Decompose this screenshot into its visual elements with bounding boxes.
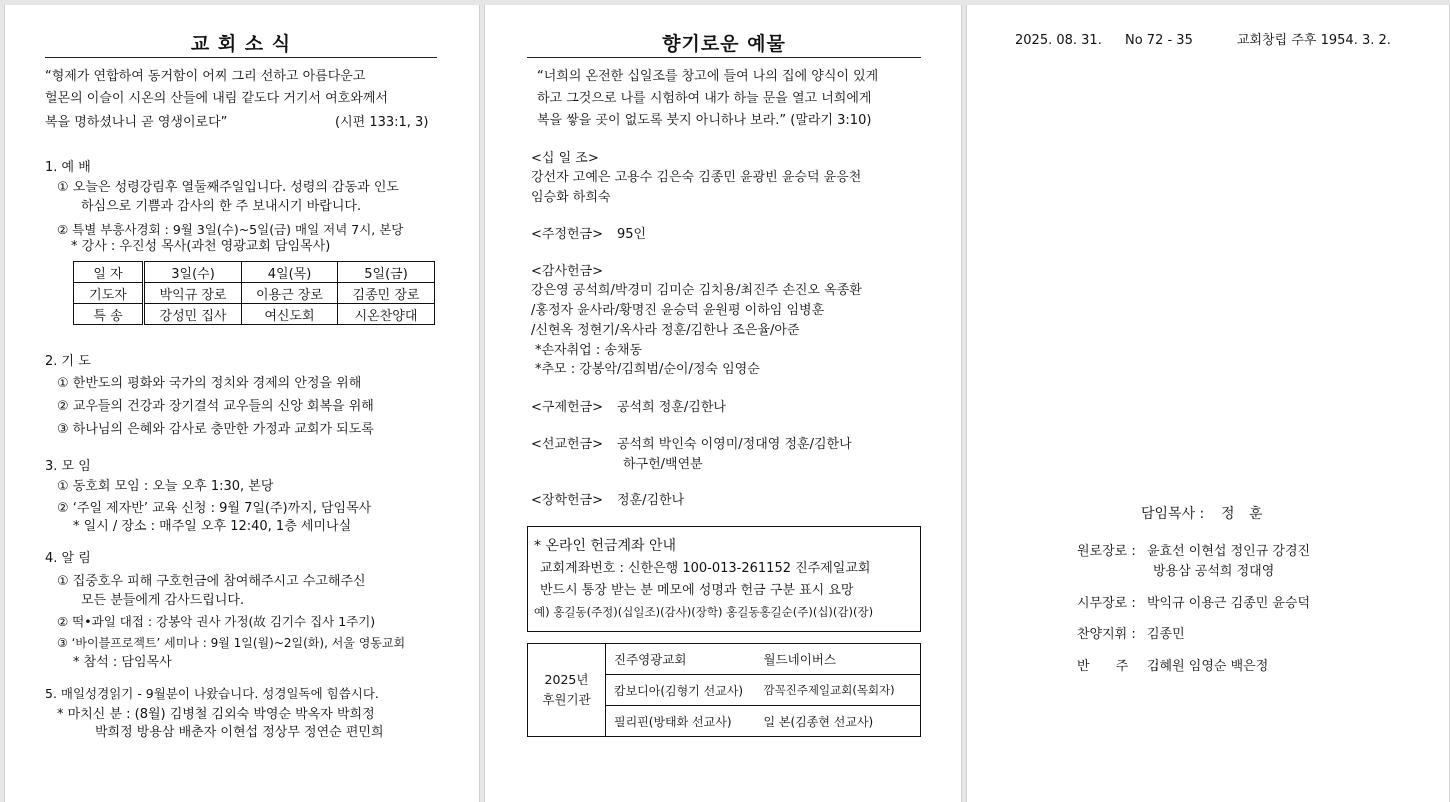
church-founding: 교회창립 주후 1954. 3. 2. bbox=[1237, 33, 1391, 48]
meeting-item-2: ② ‘주일 제자반’ 교육 신청 : 9월 7일(주)까지, 담임목사 bbox=[57, 501, 372, 516]
thanks-offering-label: <감사헌금> bbox=[531, 264, 604, 279]
scholarship-offering-label: <장학헌금> bbox=[531, 493, 604, 508]
church-news-title: 교 회 소 식 bbox=[190, 33, 292, 55]
choir-director-name: 김종민 bbox=[1147, 627, 1185, 642]
section-prayer-heading: 2. 기 도 bbox=[45, 354, 91, 369]
choir-director-label: 찬양지휘 : bbox=[1077, 627, 1136, 642]
weekly-offering-value: 95인 bbox=[617, 227, 647, 242]
table-cell: 박익규 장로 bbox=[144, 283, 242, 304]
table-cell: 일 자 bbox=[74, 262, 144, 283]
tithe-names: 강선자 고예은 고용수 김은숙 김종민 윤광빈 윤승덕 윤응천 bbox=[531, 170, 862, 185]
weekly-offering-label: <주정헌금> bbox=[531, 227, 604, 242]
active-elders-names: 박익규 이용근 김종민 윤승덕 bbox=[1147, 596, 1311, 611]
prayer-item-2: ② 교우들의 건강과 장기결석 교우들의 신앙 회복을 위해 bbox=[57, 399, 374, 414]
title-underline bbox=[527, 57, 921, 58]
table-row bbox=[74, 304, 435, 325]
revival-schedule-table bbox=[73, 261, 435, 325]
active-elders-label: 시무장로 : bbox=[1077, 596, 1136, 611]
tithe-names-cont: 임승화 하희숙 bbox=[531, 190, 611, 205]
online-offering-account: 교회계좌번호 : 신한은행 100-013-261152 진주제일교회 bbox=[540, 561, 871, 576]
relief-offering-value: 공석희 정훈/김한나 bbox=[617, 400, 726, 415]
verse-line-2: 하고 그것으로 나를 시험하여 내가 하늘 문을 열고 너희에게 bbox=[537, 91, 872, 106]
table-cell: 여신도회 bbox=[242, 304, 338, 325]
bulletin-number: No 72 - 35 bbox=[1125, 33, 1193, 48]
table-cell: 강성민 집사 bbox=[144, 304, 242, 325]
prayer-item-3: ③ 하나님의 은혜와 감사로 충만한 가정과 교회가 되도록 bbox=[57, 422, 374, 437]
support-year: 2025년 bbox=[544, 672, 589, 687]
worship-item-1-cont: 하심으로 기쁨과 감사의 한 주 보내시기 바랍니다. bbox=[81, 199, 362, 214]
cover-page bbox=[966, 5, 1450, 802]
table-cell: 진주영광교회 bbox=[606, 644, 756, 675]
relief-offering-label: <구제헌금> bbox=[531, 400, 604, 415]
section-meeting-heading: 3. 모 임 bbox=[45, 459, 91, 474]
title-underline bbox=[45, 57, 437, 58]
accompanist-names: 김혜원 임영순 백은정 bbox=[1147, 659, 1269, 674]
table-row bbox=[74, 283, 435, 304]
mission-offering-value: 공석희 박인숙 이영미/정대영 정훈/김한나 bbox=[617, 437, 852, 452]
table-row bbox=[74, 262, 435, 283]
thanks-line-5: *추모 : 강봉악/김희범/순이/정숙 임영순 bbox=[535, 362, 760, 377]
thanks-line-1: 강은영 공석희/박경미 김미순 김치용/최진주 손진오 옥종환 bbox=[531, 283, 862, 298]
thanks-line-2: /홍정자 윤사라/황명진 윤승덕 윤원평 이하임 임병훈 bbox=[531, 303, 825, 318]
support-label: 후원기관 bbox=[542, 692, 591, 707]
prayer-item-1: ① 한반도의 평화와 국가의 정치와 경제의 안정을 위해 bbox=[57, 376, 362, 391]
notice-item-1-cont: 모든 분들에게 감사드립니다. bbox=[81, 593, 245, 608]
verse-line-2: 헐몬의 이슬이 시온의 산들에 내림 같도다 거기서 여호와께서 bbox=[45, 91, 388, 106]
tithe-label: <십 일 조> bbox=[531, 151, 599, 166]
table-cell: 4일(목) bbox=[242, 262, 338, 283]
offerings-title: 향기로운 예물 bbox=[662, 33, 786, 55]
table-cell: 캄보디아(김형기 선교사) bbox=[606, 675, 756, 706]
senior-pastor-label: 담임목사 : bbox=[1141, 506, 1205, 522]
bible-reading-finishers: * 마치신 분 : (8월) 김병철 김외숙 박영순 박옥자 박희정 bbox=[57, 707, 375, 722]
table-cell: 김종민 장로 bbox=[338, 283, 435, 304]
worship-item-1: ① 오늘은 성령강림후 열둘째주일입니다. 성령의 감동과 인도 bbox=[57, 180, 399, 195]
thanks-line-3: /신현옥 정현기/옥사라 정훈/김한나 조은율/아준 bbox=[531, 323, 800, 338]
notice-item-2: ② 떡•과일 대접 : 강봉악 권사 가정(故 김기수 집사 1주기) bbox=[57, 614, 376, 629]
bulletin-date: 2025. 08. 31. bbox=[1015, 33, 1102, 48]
online-offering-example: 예) 홍길동(주정)(십일조)(감사)(장학) 홍길동홍길순(주)(십)(감)(장) bbox=[534, 605, 874, 619]
mission-offering-label: <선교헌금> bbox=[531, 437, 604, 452]
table-cell: 깜꼭진주제일교회(목회자) bbox=[756, 675, 921, 706]
table-cell: 이용근 장로 bbox=[242, 283, 338, 304]
verse-line-3: 복을 명하셨나니 곧 영생이로다” bbox=[45, 115, 228, 130]
table-cell: 3일(수) bbox=[144, 262, 242, 283]
support-header-cell bbox=[528, 644, 606, 737]
online-offering-box bbox=[527, 526, 921, 632]
notice-item-3-note: * 참석 : 담임목사 bbox=[73, 655, 172, 670]
notice-item-3: ③ ‘바이블프로젝트’ 세미나 : 9월 1일(월)~2일(화), 서울 영동교회 bbox=[57, 636, 406, 650]
meeting-item-1: ① 동호회 모임 : 오늘 오후 1:30, 본당 bbox=[57, 479, 274, 494]
table-cell: 기도자 bbox=[74, 283, 144, 304]
bible-reading-finishers-cont: 박희정 방용삼 배춘자 이현섭 정상무 정연순 편민희 bbox=[95, 725, 384, 740]
worship-item-2: ② 특별 부흥사경회 : 9월 3일(수)~5일(금) 매일 저녁 7시, 본당 bbox=[57, 222, 404, 237]
emeritus-elders-names: 윤효선 이현섭 정인규 강경진 bbox=[1147, 544, 1311, 559]
online-offering-note: 반드시 통장 받는 분 메모에 성명과 헌금 구분 표시 요망 bbox=[540, 583, 854, 598]
scholarship-offering-value: 정훈/김한나 bbox=[617, 493, 685, 508]
section-bible-reading: 5. 매일성경읽기 - 9월분이 나왔습니다. 성경일독에 힘씁시다. bbox=[45, 686, 379, 701]
verse-reference: (시편 133:1, 3) bbox=[335, 115, 429, 130]
table-cell: 일 본(김종현 선교사) bbox=[756, 706, 921, 737]
mission-offering-value-cont: 하구헌/백연분 bbox=[623, 457, 703, 472]
table-cell: 시온찬양대 bbox=[338, 304, 435, 325]
accompanist-label: 반 주 : bbox=[1077, 659, 1159, 674]
table-row bbox=[528, 644, 921, 675]
verse-line-1: “너희의 온전한 십일조를 창고에 들여 나의 집에 양식이 있게 bbox=[537, 69, 879, 84]
table-cell: 특 송 bbox=[74, 304, 144, 325]
table-cell: 필리핀(방태화 선교사) bbox=[606, 706, 756, 737]
verse-line-1: “형제가 연합하여 동거함이 어찌 그리 선하고 아름다운고 bbox=[45, 69, 366, 84]
offerings-page bbox=[484, 5, 962, 802]
table-cell: 월드네이버스 bbox=[756, 644, 921, 675]
verse-line-3: 복을 쌓을 곳이 없도록 붓지 아니하나 보라.” (말라기 3:10) bbox=[537, 113, 872, 128]
emeritus-elders-names-cont: 방용삼 공석희 정대영 bbox=[1153, 564, 1275, 579]
senior-pastor-name: 정 훈 bbox=[1221, 506, 1263, 522]
worship-speaker: * 강사 : 우진성 목사(과천 영광교회 담임목사) bbox=[71, 239, 331, 254]
thanks-line-4: *손자취업 : 송채동 bbox=[535, 343, 643, 358]
online-offering-title: * 온라인 헌금계좌 안내 bbox=[534, 538, 677, 554]
section-worship-heading: 1. 예 배 bbox=[45, 160, 91, 175]
notice-item-1: ① 집중호우 피해 구호헌금에 참여해주시고 수고해주신 bbox=[57, 574, 366, 589]
emeritus-elders-label: 원로장로 : bbox=[1077, 544, 1136, 559]
church-news-page bbox=[4, 5, 480, 802]
supported-organizations-table bbox=[527, 643, 921, 737]
table-cell: 5일(금) bbox=[338, 262, 435, 283]
section-notice-heading: 4. 알 림 bbox=[45, 551, 91, 566]
meeting-item-2-note: * 일시 / 장소 : 매주일 오후 12:40, 1층 세미나실 bbox=[73, 519, 352, 534]
